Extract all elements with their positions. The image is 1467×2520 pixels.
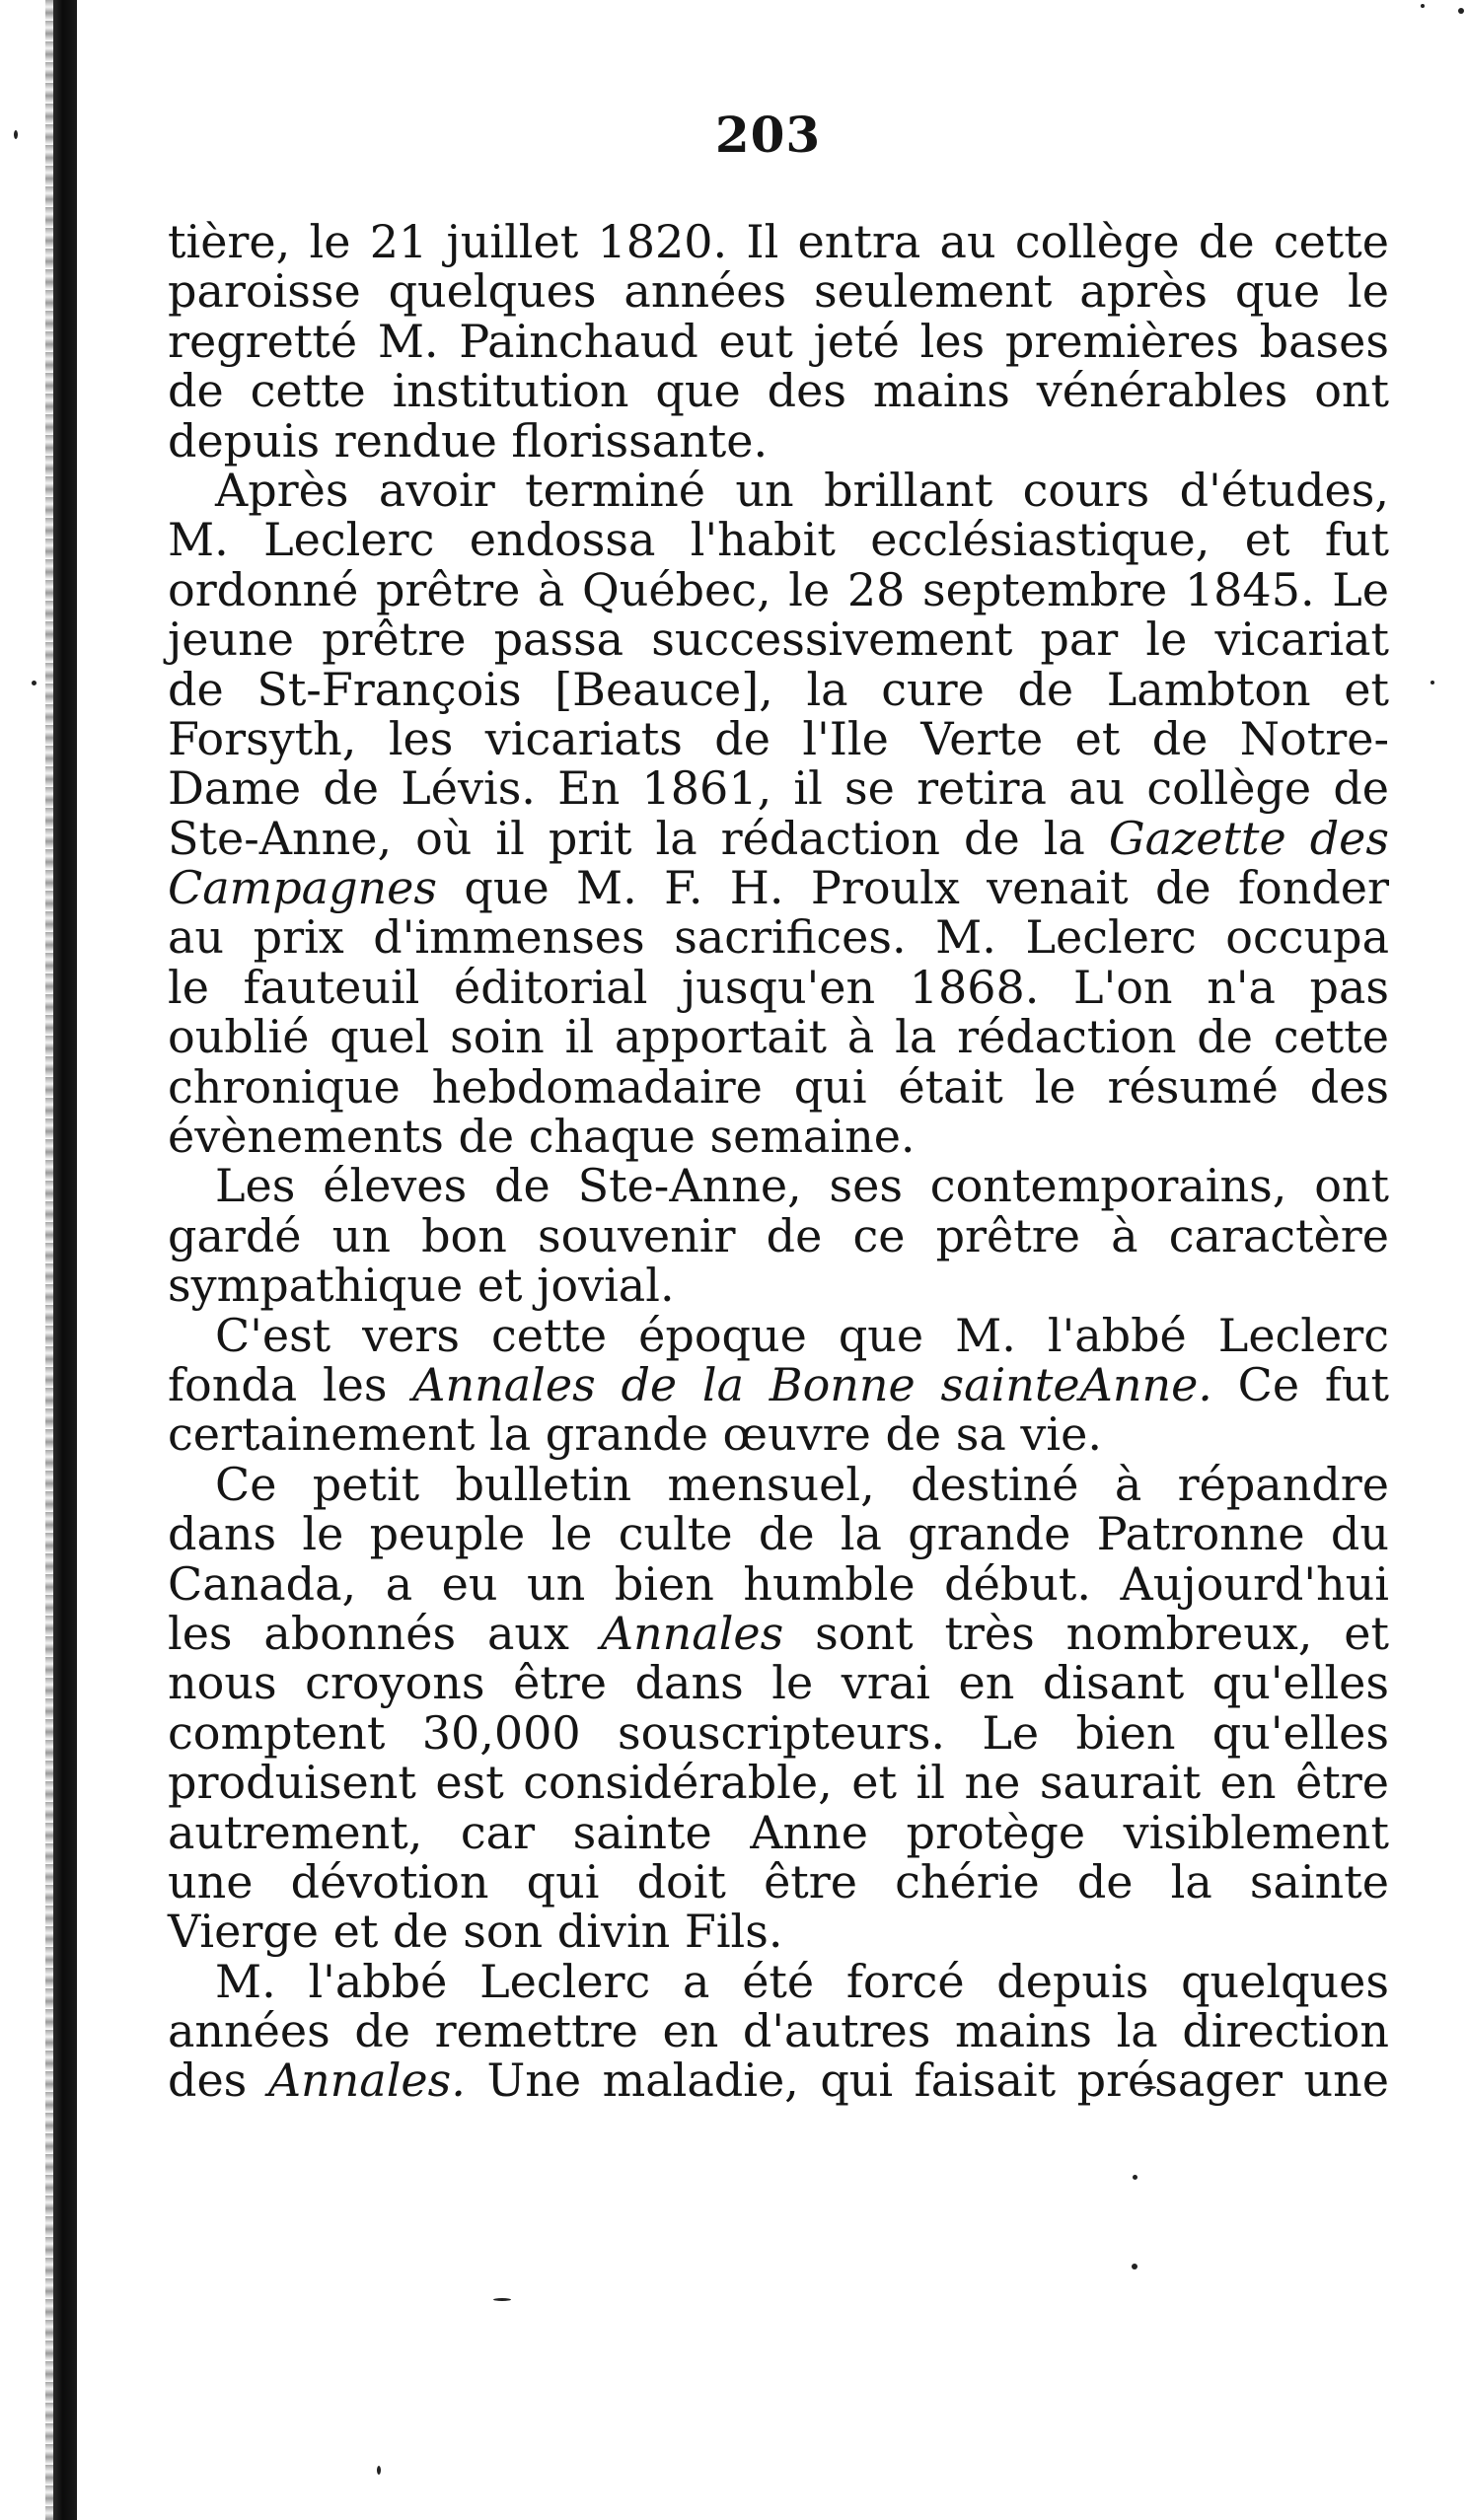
- text-segment: paroisse quelques années seulement après que le: [168, 264, 1389, 319]
- italic-title-segment: Gazette des: [1108, 811, 1389, 865]
- text-segment: M. Leclerc endossa l'habit ecclésiastique, et fut: [168, 513, 1389, 567]
- text-line: [168, 1556, 1389, 1611]
- text-segment: gardé un bon souvenir de ce prêtre à caractère: [168, 1208, 1389, 1262]
- text-line: [168, 1208, 1389, 1262]
- text-segment: Après avoir terminé un brillant cours d'études,: [215, 463, 1389, 517]
- scan-speck: [1458, 8, 1464, 14]
- text-line: [168, 364, 1389, 418]
- text-segment: tière, le 21 juillet 1820. Il entra au collège de cette: [168, 215, 1389, 268]
- text-segment: Ce petit bulletin mensuel, destiné à répandre: [215, 1457, 1389, 1511]
- text-segment: sont très nombreux, et: [783, 1606, 1390, 1660]
- text-line: [168, 264, 1389, 319]
- text-line: [168, 513, 1389, 567]
- text-segment: produisent est considérable, et il ne saurait en être: [168, 1756, 1389, 1810]
- scan-speck: [1133, 2175, 1137, 2180]
- text-line: [168, 1606, 1390, 1660]
- text-line: [168, 612, 1389, 667]
- text-segment: au prix d'immenses sacrifices. M. Leclerc occupa: [168, 910, 1389, 965]
- text-line: [168, 2053, 1389, 2108]
- text-line: [168, 1805, 1389, 1859]
- text-segment: années de remettre en d'autres mains la direction: [168, 2004, 1389, 2058]
- text-line: [168, 1407, 1389, 1462]
- text-line: [168, 217, 1389, 266]
- body-text: [168, 217, 1389, 2106]
- text-segment: M. l'abbé Leclerc a été forcé depuis quelques: [215, 1954, 1389, 2008]
- text-segment: Ste-Anne, où il prit la rédaction de la: [168, 811, 1109, 865]
- text-segment: chronique hebdomadaire qui était le résumé des: [168, 1059, 1389, 1114]
- scan-speck: [493, 2298, 511, 2301]
- text-line: [168, 463, 1389, 517]
- text-line: [168, 1010, 1389, 1064]
- text-line: [168, 1854, 1389, 1908]
- text-line: [168, 1756, 1389, 1810]
- text-segment: C'est vers cette époque que M. l'abbé Leclerc: [215, 1308, 1389, 1362]
- text-segment: comptent 30,000 souscripteurs. Le bien qu'elles: [168, 1705, 1389, 1760]
- text-line: [168, 1905, 1389, 1959]
- text-line: [168, 662, 1389, 716]
- text-line: [168, 562, 1389, 616]
- text-line: [168, 2004, 1389, 2058]
- text-line: [168, 314, 1389, 368]
- text-segment: depuis rendue florissante.: [168, 413, 769, 468]
- text-segment: évènements de chaque semaine.: [168, 1110, 916, 1164]
- text-segment: Forsyth, les vicariats de l'Ile Verte et de Notre-: [168, 711, 1389, 765]
- text-segment: Une maladie, qui faisait présager une: [465, 2053, 1389, 2108]
- text-segment: dans le peuple le culte de la grande Patronne du: [168, 1507, 1389, 1561]
- text-segment: fonda les: [168, 1357, 413, 1411]
- text-segment: Canada, a eu un bien humble début. Aujourd'hui: [168, 1556, 1389, 1611]
- text-segment: une dévotion qui doit être chérie de la sainte: [168, 1854, 1389, 1908]
- text-line: [168, 711, 1389, 765]
- scan-speck: [377, 2466, 381, 2475]
- italic-title-segment: Annales.: [267, 2053, 466, 2108]
- text-line: [168, 1159, 1389, 1213]
- italic-title-segment: Campagnes: [168, 861, 438, 915]
- text-segment: de cette institution que des mains vénérables ont: [168, 364, 1389, 418]
- scan-speck: [32, 681, 37, 685]
- page-number: 203: [714, 106, 822, 164]
- text-segment: certainement la grande œuvre de sa vie.: [168, 1407, 1102, 1462]
- text-line: [168, 960, 1389, 1014]
- text-segment: sympathique et jovial.: [168, 1259, 675, 1313]
- scan-binding-edge: [53, 0, 77, 2520]
- scan-speck: [1421, 4, 1425, 8]
- text-segment: Ce fut: [1211, 1357, 1389, 1411]
- text-line: [168, 1705, 1389, 1760]
- text-segment: Vierge et de son divin Fils.: [168, 1905, 783, 1959]
- text-segment: le fauteuil éditorial jusqu'en 1868. L'on n'a pas: [168, 960, 1389, 1014]
- text-line: [168, 1357, 1389, 1411]
- text-segment: que M. F. H. Proulx venait de fonder: [437, 861, 1389, 915]
- text-line: [168, 1110, 1389, 1164]
- text-segment: nous croyons être dans le vrai en disant qu'elles: [168, 1656, 1389, 1710]
- scan-speck: [1430, 681, 1434, 684]
- text-line: [168, 1308, 1389, 1362]
- text-segment: ordonné prêtre à Québec, le 28 septembre 1845. Le: [168, 562, 1389, 616]
- text-line: [168, 861, 1389, 915]
- text-line: [168, 1507, 1389, 1561]
- italic-title-segment: Annales: [600, 1606, 784, 1660]
- text-segment: Les éleves de Ste-Anne, ses contemporains, ont: [215, 1159, 1389, 1213]
- text-segment: autrement, car sainte Anne protège visiblement: [168, 1805, 1389, 1859]
- text-line: [168, 1259, 1389, 1313]
- text-line: [168, 1954, 1389, 2008]
- text-line: [168, 1059, 1389, 1114]
- text-segment: oublié quel soin il apportait à la rédaction de cette: [168, 1010, 1389, 1064]
- text-line: [168, 1457, 1389, 1511]
- text-line: [168, 910, 1389, 965]
- text-segment: Dame de Lévis. En 1861, il se retira au collège de: [168, 761, 1389, 816]
- text-line: [168, 413, 1389, 468]
- text-line: [168, 1656, 1389, 1710]
- text-segment: des: [168, 2053, 268, 2108]
- text-line: [168, 761, 1389, 816]
- text-segment: jeune prêtre passa successivement par le vicariat: [168, 612, 1389, 667]
- text-segment: de St-François [Beauce], la cure de Lambton et: [168, 662, 1389, 716]
- italic-title-segment: Annales de la Bonne sainteAnne.: [412, 1357, 1212, 1411]
- text-segment: les abonnés aux: [168, 1606, 601, 1660]
- text-segment: regretté M. Painchaud eut jeté les premières bases: [168, 314, 1389, 368]
- text-line: [168, 811, 1389, 865]
- scan-speck: [1132, 2264, 1137, 2269]
